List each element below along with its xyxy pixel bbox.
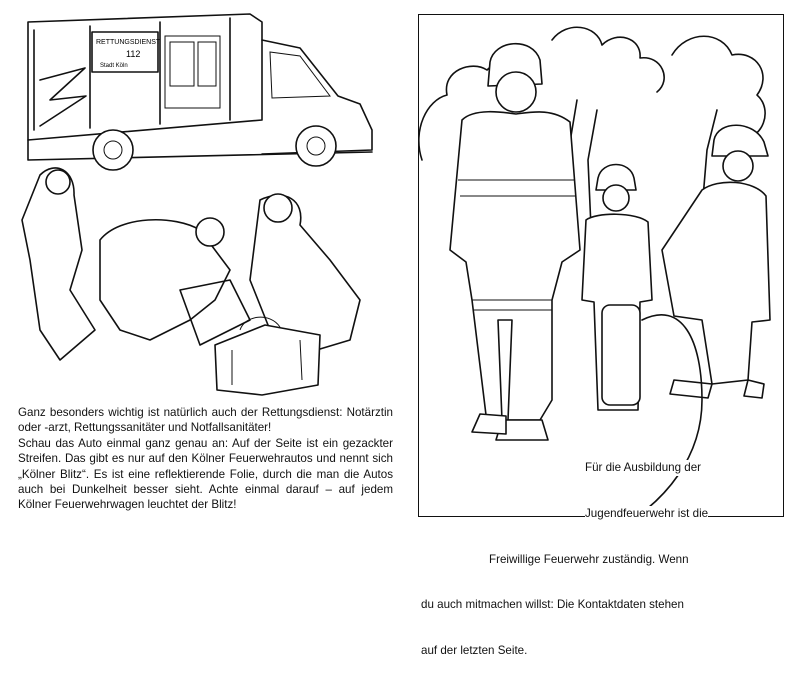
caption-line-1: Für die Ausbildung der — [585, 461, 702, 475]
caption-line-4: du auch mitmachen willst: Die Kontaktdaten stehen — [421, 598, 684, 612]
medical-bag — [215, 325, 320, 395]
koelner-blitz-stripe — [40, 68, 86, 126]
ambulance-sign-text: RETTUNGSDIENST — [96, 39, 161, 46]
right-page-caption — [421, 430, 789, 673]
caption-line-3: Freiwillige Feuerwehr zuständig. Wenn — [489, 552, 689, 566]
ambulance-number: 112 — [126, 49, 141, 59]
paramedics-illustration — [22, 168, 360, 395]
ambulance-city-label: Stadt Köln — [100, 63, 128, 69]
left-page-text: Ganz besonders wichtig ist natürlich auch der Rettungsdienst: Notärztin oder -arzt, Rettungssanitäter und Notfallsanitäter! Schau das Auto einmal ganz genau an: Auf der Seite ist ein gezackter Streifen. Das gibt es nur auf den Kölner Feuerwehrautos und nennt sich „Kölner Blitz“. Es ist eine reflektierende Folie, durch die man die Autos auch bei Dunkelheit besser sieht. Achte einmal darauf – auf jedem Kölner Feuerwehrwagen leuchtet der Blitz! — [18, 406, 393, 512]
ambulance-illustration — [28, 14, 372, 170]
caption-line-5: auf der letzten Seite. — [421, 643, 528, 657]
caption-line-2: Jugendfeuerwehr ist die — [585, 507, 709, 521]
left-page — [0, 0, 398, 533]
